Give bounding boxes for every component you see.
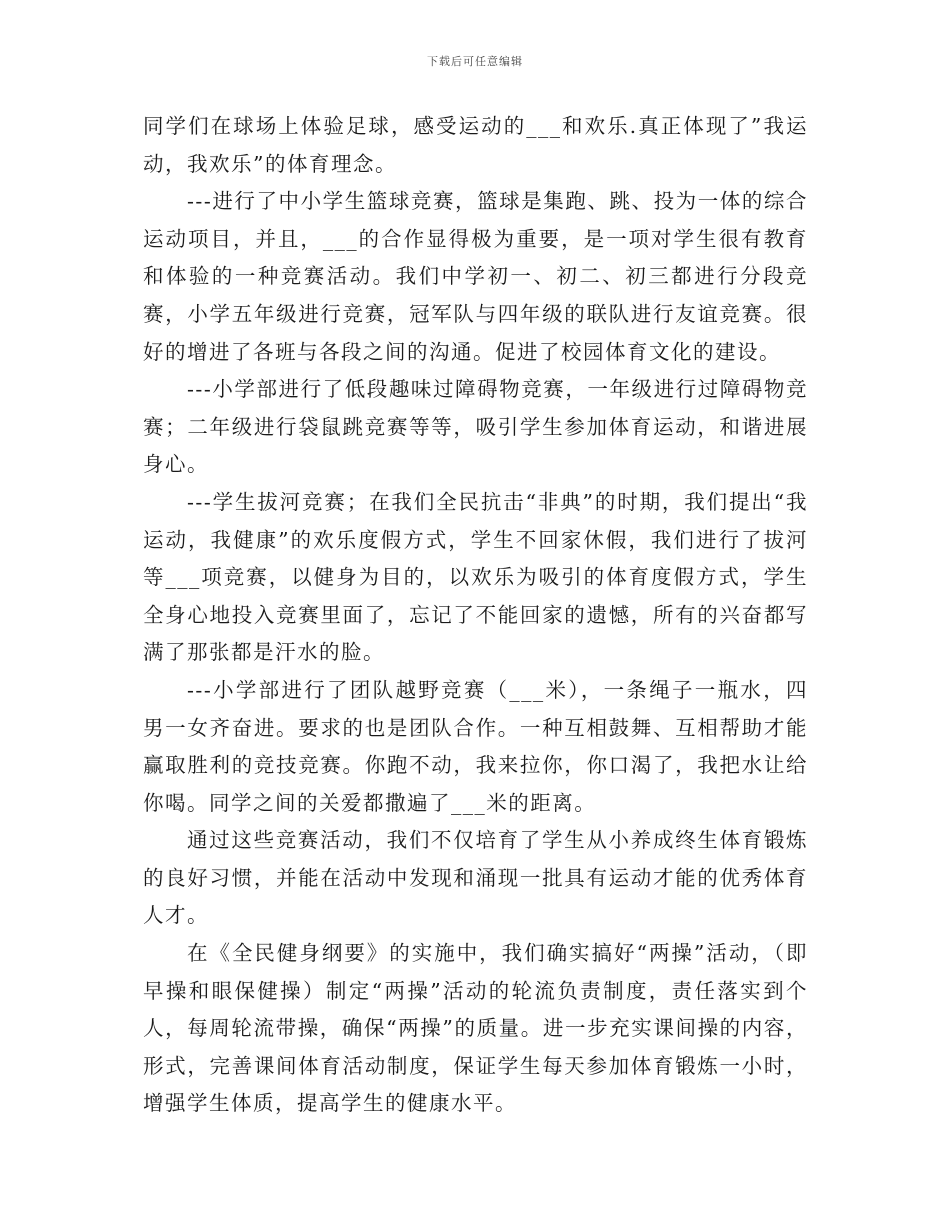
- page-header: 下载后可任意编辑: [427, 55, 523, 68]
- paragraph-football: 同学们在球场上体验足球，感受运动的___和欢乐.真正体现了”我运动，我欢乐”的体育理念。: [143, 114, 808, 176]
- paragraph-summary: 通过这些竞赛活动，我们不仅培育了学生从小养成终生体育锻炼的良好习惯，并能在活动中发现和涌现一批具有运动才能的优秀体育人才。: [143, 828, 808, 928]
- paragraph-tug-of-war: ---学生拔河竞赛；在我们全民抗击“非典”的时期，我们提出“我运动，我健康”的欢乐度假方式，学生不回家休假，我们进行了拔河等___项竞赛，以健身为目的，以欢乐为吸引的体育度假方式，学生全身心地投入竞赛里面了，忘记了不能回家的遗憾，所有的兴奋都写满了那张都是汗水的脸。: [143, 489, 808, 665]
- document-body: [143, 108, 808, 1123]
- paragraph-obstacle-race: ---小学部进行了低段趣味过障碍物竞赛，一年级进行过障碍物竞赛；二年级进行袋鼠跳竞赛等等，吸引学生参加体育运动，和谐进展身心。: [143, 377, 808, 477]
- paragraph-cross-country: ---小学部进行了团队越野竞赛（___米），一条绳子一瓶水，四男一女齐奋进。要求的也是团队合作。一种互相鼓舞、互相帮助才能赢取胜利的竞技竞赛。你跑不动，我来拉你，你口渴了，我把水让给你喝。同学之间的关爱都撒遍了___米的距离。: [143, 677, 808, 815]
- paragraph-basketball: ---进行了中小学生篮球竞赛，篮球是集跑、跳、投为一体的综合运动项目，并且，___的合作显得极为重要，是一项对学生很有教育和体验的一种竞赛活动。我们中学初一、初二、初三都进行分段竞赛，小学五年级进行竞赛，冠军队与四年级的联队进行友谊竞赛。很好的增进了各班与各段之间的沟通。促进了校园体育文化的建设。: [143, 189, 808, 364]
- paragraph-fitness-program: 在《全民健身纲要》的实施中，我们确实搞好“两操”活动，（即早操和眼保健操）制定“两操”活动的轮流负责制度，责任落实到个人，每周轮流带操，确保“两操”的质量。进一步充实课间操的内容，形式，完善课间体育活动制度，保证学生每天参加体育锻炼一小时，增强学生体质，提高学生的健康水平。: [143, 941, 808, 1116]
